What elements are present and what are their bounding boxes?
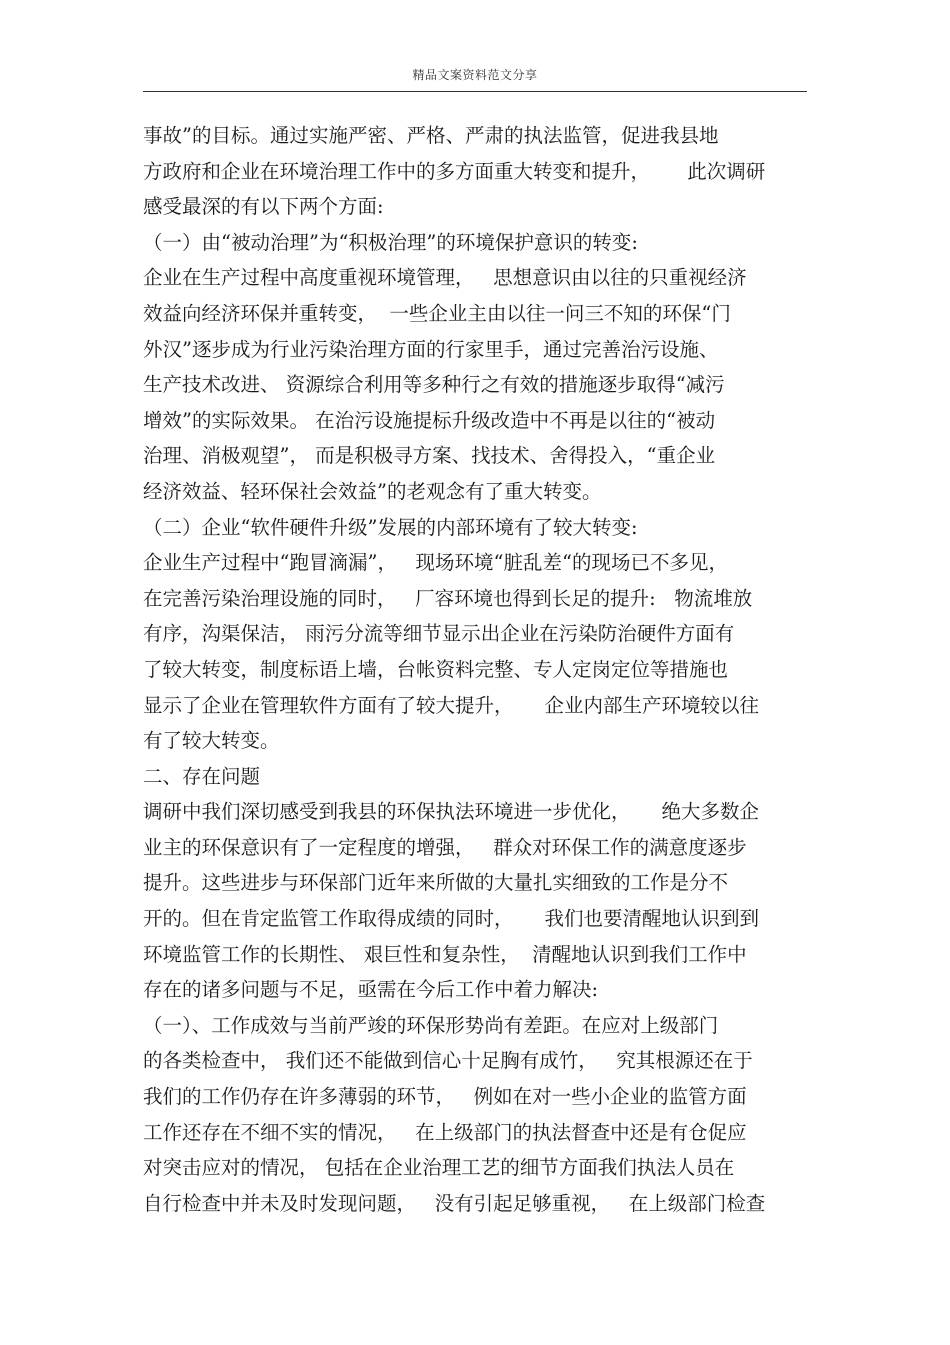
body-line: 显示了企业在管理软件方面有了较大提升， 企业内部生产环境较以往 xyxy=(143,693,759,717)
section-heading: 二、存在问题 xyxy=(143,764,261,788)
section-heading: （一）、工作成效与当前严竣的环保形势尚有差距。在应对上级部门 xyxy=(143,1013,719,1037)
body-line: 在完善污染治理设施的同时， 厂容环境也得到长足的提升: 物流堆放 xyxy=(143,586,753,610)
body-line: 效益向经济环保并重转变， 一些企业主由以往一问三不知的环保“门 xyxy=(143,301,731,325)
body-line: 的各类检查中， 我们还不能做到信心十足胸有成竹， 究其根源还在于 xyxy=(143,1049,753,1073)
body-line: 我们的工作仍存在许多薄弱的环节， 例如在对一些小企业的监管方面 xyxy=(143,1085,747,1109)
body-line: 感受最深的有以下两个方面: xyxy=(143,195,384,219)
body-line: 调研中我们深切感受到我县的环保执法环境进一步优化， 绝大多数企 xyxy=(143,800,759,824)
page-header: 精品文案资料范文分享 xyxy=(412,68,538,82)
body-line: 经济效益、轻环保社会效益”的老观念有了重大转变。 xyxy=(143,479,602,503)
body-line: 开的。但在肯定监管工作取得成绩的同时， 我们也要清醒地认识到到 xyxy=(143,907,759,931)
body-line: 企业生产过程中“跑冒滴漏”， 现场环境“脏乱差“的现场已不多见， xyxy=(143,551,728,575)
body-line: 有了较大转变。 xyxy=(143,729,280,753)
body-line: 有序，沟渠保洁， 雨污分流等细节显示出企业在污染防治硬件方面有 xyxy=(143,622,735,646)
section-heading: （二）企业“软件硬件升级”发展的内部环境有了较大转变: xyxy=(143,515,638,539)
body-line: 环境监管工作的长期性、 艰巨性和复杂性， 清醒地认识到我们工作中 xyxy=(143,942,747,966)
body-line: 增效”的实际效果。 在治污设施提标升级改造中不再是以往的“被动 xyxy=(143,408,716,432)
body-line: 治理、消极观望”， 而是积极寻方案、找技术、舍得投入，“重企业 xyxy=(143,444,716,468)
body-line: 方政府和企业在环境治理工作中的多方面重大转变和提升， 此次调研 xyxy=(143,159,766,183)
body-line: 自行检查中并未及时发现问题， 没有引起足够重视， 在上级部门检查 xyxy=(143,1191,766,1215)
header-divider xyxy=(143,91,807,92)
body-line: 企业在生产过程中高度重视环境管理， 思想意识由以往的只重视经济 xyxy=(143,266,747,290)
section-heading: （一）由“被动治理”为“积极治理”的环境保护意识的转变: xyxy=(143,230,638,254)
body-line: 事故”的目标。通过实施严密、严格、严肃的执法监管，促进我县地 xyxy=(143,124,719,147)
body-line: 外汉”逐步成为行业污染治理方面的行家里手，通过完善治污设施、 xyxy=(143,337,719,361)
body-line: 对突击应对的情况， 包括在企业治理工艺的细节方面我们执法人员在 xyxy=(143,1156,735,1180)
body-line: 了较大转变，制度标语上墙，台帐资料完整、专人定岗定位等措施也 xyxy=(143,657,729,681)
document-body xyxy=(143,118,813,1221)
body-line: 业主的环保意识有了一定程度的增强， 群众对环保工作的满意度逐步 xyxy=(143,835,747,859)
body-line: 存在的诸多问题与不足，亟需在今后工作中着力解决: xyxy=(143,978,599,1002)
body-line: 生产技术改进、 资源综合利用等多种行之有效的措施逐步取得“减污 xyxy=(143,373,725,397)
body-line: 工作还存在不细不实的情况， 在上级部门的执法督查中还是有仓促应 xyxy=(143,1120,747,1144)
body-line: 提升。这些进步与环保部门近年来所做的大量扎实细致的工作是分不 xyxy=(143,871,729,895)
